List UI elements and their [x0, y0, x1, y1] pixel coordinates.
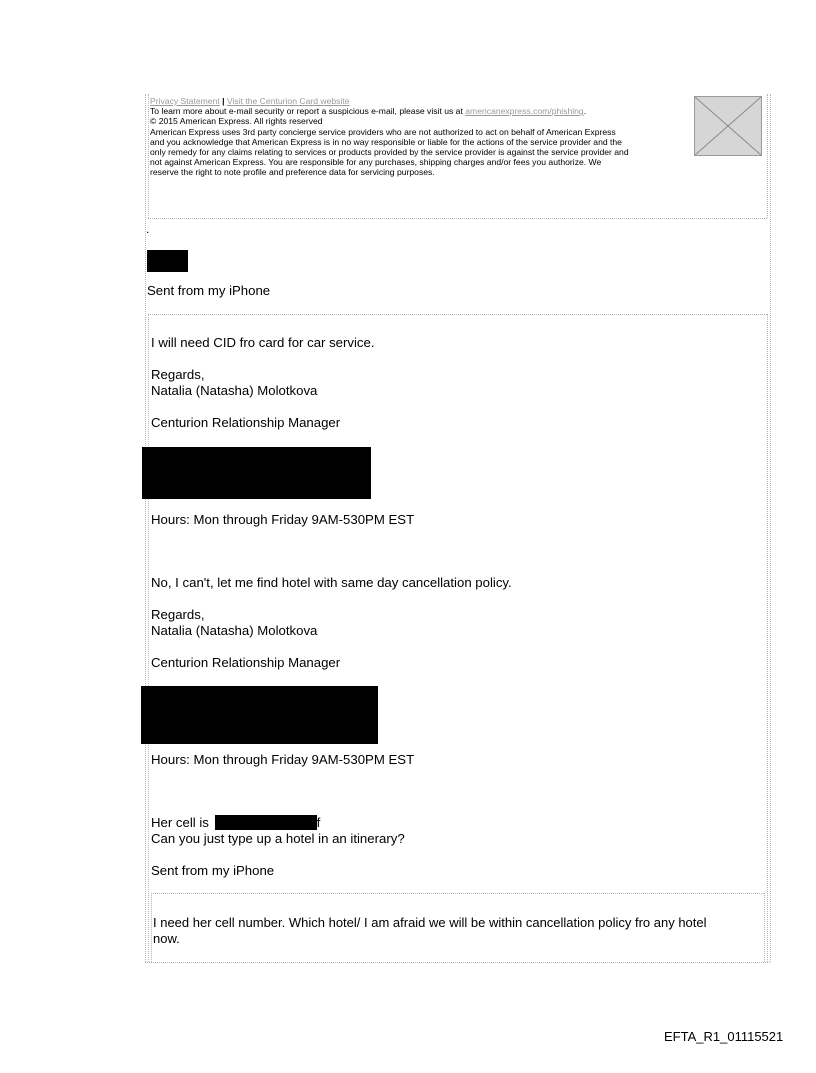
regards-text: Regards, [151, 367, 205, 382]
cell-suffix: f [316, 815, 321, 830]
footer-box-border-right [767, 94, 768, 218]
signature-name: Natalia (Natasha) Molotkova [151, 623, 318, 638]
footer-link-separator: | [222, 96, 225, 106]
quote-2-border-right [767, 314, 768, 962]
disclaimer-line: only remedy for any claims relating to services or products provided by the service provider is against the service provider and [150, 147, 629, 158]
broken-image-placeholder-icon [694, 96, 762, 156]
quote-3-border-left [151, 893, 152, 962]
disclaimer-line: and you acknowledge that American Express is in no way responsible or liable for the actions of the service provider and the [150, 136, 622, 147]
cell-number-request-line: I need her cell number. Which hotel/ I am afraid we will be within cancellation policy fro any hotel [153, 915, 707, 930]
phishing-notice [150, 106, 692, 116]
quote-2-border-left [148, 314, 149, 962]
business-hours: Hours: Mon through Friday 9AM-530PM EST [151, 752, 415, 767]
disclaimer-line: reserve the right to note profile and preference data for servicing purposes. [150, 167, 435, 178]
cid-request-text: I will need CID fro card for car service. [151, 335, 375, 350]
signature-name: Natalia (Natasha) Molotkova [151, 383, 318, 398]
cell-number-request-line: now. [153, 931, 180, 946]
quote-3-border-top [151, 893, 764, 894]
privacy-statement-link[interactable]: Privacy Statement [150, 96, 220, 106]
business-hours: Hours: Mon through Friday 9AM-530PM EST [151, 512, 415, 527]
footer-box-border-left [148, 94, 149, 218]
disclaimer-line: not against American Express. You are responsible for any purchases, shipping charges and/or fees you authorize. We [150, 157, 602, 168]
redaction-block [147, 250, 188, 272]
redaction-block [141, 686, 378, 744]
redaction-block [215, 815, 317, 830]
footer-links-row [150, 96, 692, 106]
regards-text: Regards, [151, 607, 205, 622]
quote-3-border-right [764, 893, 765, 962]
cell-number-line [151, 815, 320, 831]
copyright-text: © 2015 American Express. All rights reserved [150, 116, 323, 127]
signature-title: Centurion Relationship Manager [151, 415, 341, 430]
phishing-link[interactable]: americanexpress.com/phishing [465, 106, 584, 117]
amex-footer [150, 96, 692, 178]
footer-box-border-bottom [148, 218, 767, 219]
quote-bottom-border [145, 962, 770, 963]
sent-from-iphone: Sent from my iPhone [147, 283, 271, 298]
document-id: EFTA_R1_01115521 [664, 1029, 784, 1044]
outer-quote-border-right [770, 94, 771, 962]
stray-dot: . [146, 222, 150, 236]
cell-prefix: Her cell is [151, 815, 209, 830]
phishing-end: . [583, 106, 587, 117]
cancellation-reply-text: No, I can't, let me find hotel with same day cancellation policy. [151, 575, 512, 590]
centurion-website-link[interactable]: Visit the Centurion Card website [226, 96, 350, 106]
sent-from-iphone: Sent from my iPhone [151, 863, 275, 878]
quote-2-border-top [148, 314, 767, 315]
signature-title: Centurion Relationship Manager [151, 655, 341, 670]
itinerary-request: Can you just type up a hotel in an itinerary? [151, 831, 405, 846]
phishing-text: To learn more about e-mail security or report a suspicious e-mail, please visit us at [150, 106, 463, 117]
disclaimer-line: American Express uses 3rd party concierge service providers who are not authorized to act on behalf of American Express [150, 126, 616, 137]
redaction-block [142, 447, 371, 499]
